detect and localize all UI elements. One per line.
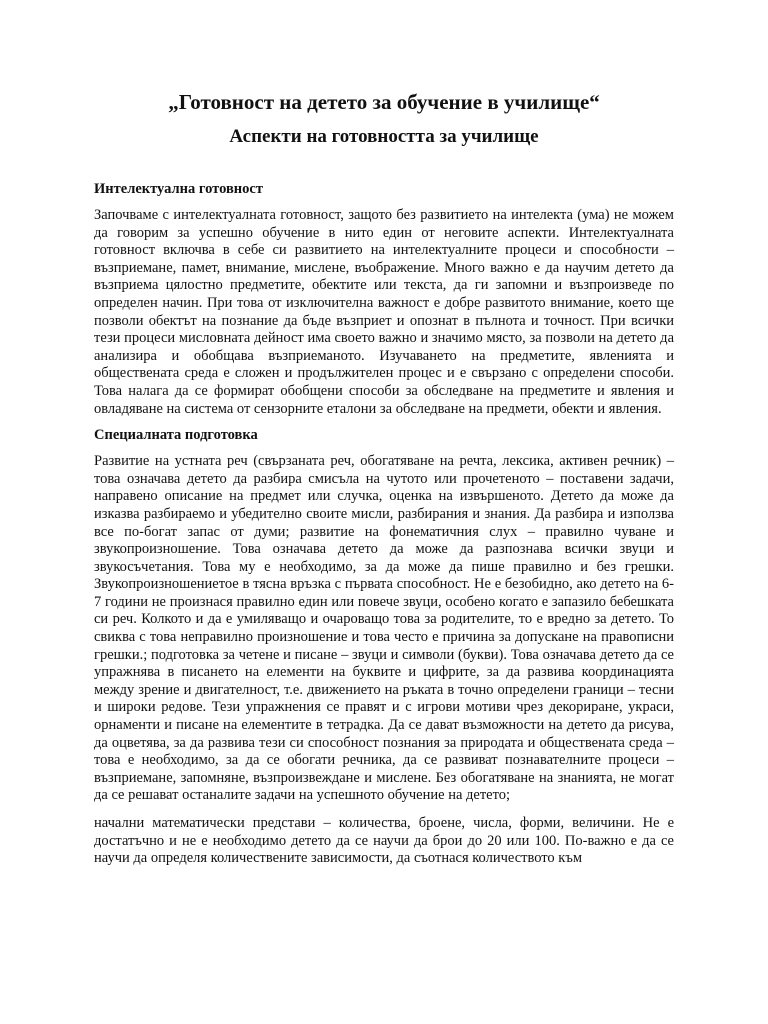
paragraph-math: начални математически представи – количества, броене, числа, форми, величини. Не е достатъчно и не е необходимо детето да се научи да брои до 20 или 100. По-важно е да се научи да определя количествените зависимости, да съотнася количеството към bbox=[94, 815, 674, 867]
document-subtitle: Аспекти на готовността за училище bbox=[229, 126, 539, 147]
paragraph-intellectual: Започваме с интелектуалната готовност, защото без развитието на интелекта (ума) не можем да говорим за успешно обучение в нито един от неговите аспекти. Интелектуалната готовност включва в себе си развитието на интелектуалните процеси и способности – възприемане, памет, внимание, мислене, въображение. Много важно е да научим детето да възприема цялостно предметите, обектите или текста, да ги запомни и възпроизведе по определен начин. При това от изключителна важност е добре развитото внимание, което ще позволи обектът на познание да бъде възприет и опознат в пълнота и точност. При всички тези процеси мисловната дейност има своето важно и значимо място, за позволи на детето да анализира и обобщава възприеманото. Изучаването на предметите, явленията и обществената среда е сложен и продължителен процес и е свързано с определени способи. Това налага да се формират обобщени способи за обследване на предметите и явления и овладяване на система от сензорните еталони за обследване на предмети, обекти и явления. bbox=[94, 207, 674, 417]
paragraph-special: Развитие на устната реч (свързаната реч, обогатяване на речта, лексика, активен речник) – това означава детето да разбира смисъла на чутото или прочетеното – поставени задачи, направено описание на предмет или случка, оценка на извършеното. Детето да може да изказва разбираемо и убедително своите мисли, разбирания и знания. Да разбира и използва все по-богат запас от думи; развитие на фонематичния слух – правилно чуване и звукопроизношение. Това означава детето да може да разпознава всички звуци и звукосъчетания. Това му е необходимо, за да може да пише правилно и без грешки. Звукопроизношениетое в тясна връзка с първата способност. Не е безобидно, ако детето на 6-7 години не произнася правилно един или повече звуци, особено когато е запазило бебешката си реч. Колкото и да е умиляващо и очароващо това за родителите, то е вредно за детето. То свиква с това неправилно произношение и това често е причина за допускане на правописни грешки.; подготовка за четене и писане – звуци и символи (букви). Това означава детето да се упражнява в писането на елементи на буквите и цифрите, за да развива координацията между зрение и двигателност, т.е. движението на ръката в точно определени граници – тесни и широки редове. Тези упражнения се правят и с игрови мотиви чрез декориране, украси, орнаменти и писане на елементите в тетрадка. Да се дават възможности на детето да рисува, да оцветява, за да развива тези си способност познания за природата и обществената среда – това е необходимо, за да се обогати речника, да се развиват познавателните процеси – възприемане, запомняне, възпроизвеждане и мислене. Без обогатяване на знанията, не могат да се решават останалите задачи на успешното обучение на детето; bbox=[94, 453, 674, 804]
section-heading-intellectual: Интелектуална готовност bbox=[94, 181, 263, 197]
document-title: „Готовност на детето за обучение в училище“ bbox=[168, 90, 600, 114]
section-heading-special: Специалната подготовка bbox=[94, 427, 258, 444]
